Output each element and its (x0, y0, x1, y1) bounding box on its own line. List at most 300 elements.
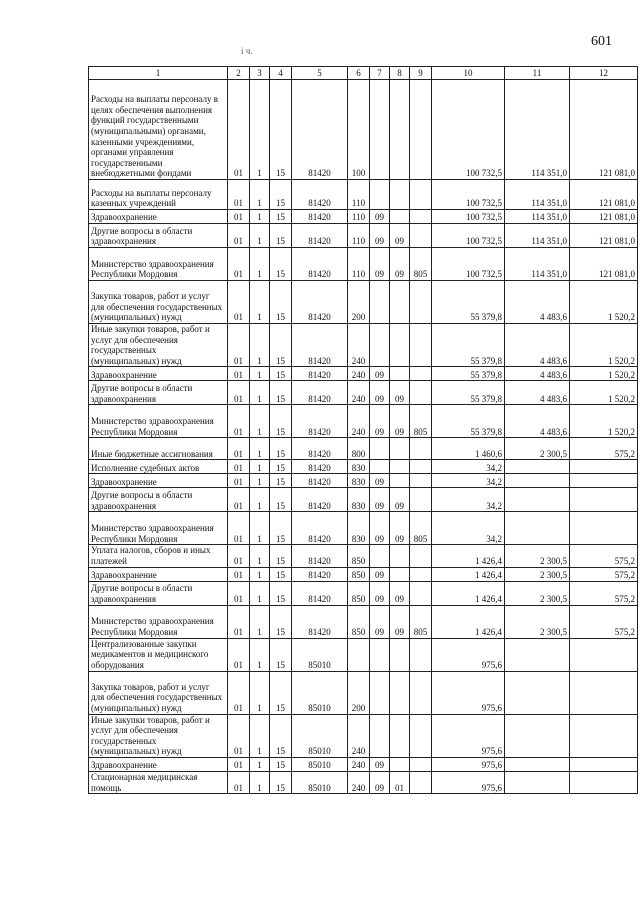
row-value-cell: 01 (228, 581, 250, 605)
row-value-cell: 01 (228, 224, 250, 248)
header-cell: 7 (370, 67, 390, 80)
header-cell: 1 (89, 67, 228, 80)
row-value-cell (370, 638, 390, 671)
row-value-cell: 09 (370, 474, 390, 488)
row-value-cell (570, 714, 638, 757)
row-value-cell: 1 (250, 405, 270, 438)
row-value-cell: 575,2 (570, 567, 638, 581)
row-value-cell: 4 483,6 (505, 281, 570, 324)
row-value-cell: 114 351,0 (505, 224, 570, 248)
row-value-cell: 34,2 (432, 512, 505, 545)
row-value-cell (570, 671, 638, 714)
row-name-cell: Другие вопросы в области здравоохранения (89, 488, 228, 512)
row-value-cell (410, 488, 432, 512)
row-value-cell: 09 (370, 367, 390, 381)
row-value-cell: 200 (348, 671, 370, 714)
table-row (89, 567, 638, 581)
row-value-cell (410, 671, 432, 714)
row-value-cell: 55 379,8 (432, 281, 505, 324)
page-mark: і ч. (241, 46, 253, 56)
row-value-cell: 1 (250, 324, 270, 367)
row-value-cell: 34,2 (432, 460, 505, 474)
row-value-cell: 2 300,5 (505, 581, 570, 605)
row-name-cell: Министерство здравоохранения Республики Мордовия (89, 605, 228, 638)
row-value-cell: 1 426,4 (432, 605, 505, 638)
row-value-cell: 15 (270, 545, 292, 567)
row-value-cell: 81420 (292, 405, 348, 438)
row-value-cell: 2 300,5 (505, 438, 570, 460)
row-value-cell (370, 671, 390, 714)
row-value-cell (370, 324, 390, 367)
row-value-cell: 85010 (292, 714, 348, 757)
row-value-cell: 81420 (292, 605, 348, 638)
row-value-cell: 100 732,5 (432, 80, 505, 180)
row-value-cell: 1 (250, 671, 270, 714)
row-value-cell: 1 520,2 (570, 324, 638, 367)
row-value-cell: 01 (228, 324, 250, 367)
row-value-cell: 01 (228, 771, 250, 793)
table-row (89, 224, 638, 248)
row-value-cell: 85010 (292, 771, 348, 793)
table-row (89, 671, 638, 714)
row-value-cell: 34,2 (432, 474, 505, 488)
row-value-cell: 81420 (292, 488, 348, 512)
row-value-cell: 1 520,2 (570, 405, 638, 438)
row-value-cell: 15 (270, 367, 292, 381)
table-row (89, 324, 638, 367)
row-value-cell (505, 638, 570, 671)
row-value-cell: 850 (348, 581, 370, 605)
table-row (89, 381, 638, 405)
row-value-cell: 55 379,8 (432, 324, 505, 367)
row-value-cell: 81420 (292, 581, 348, 605)
table-row (89, 638, 638, 671)
row-name-cell: Иные бюджетные ассигнования (89, 438, 228, 460)
row-value-cell: 81420 (292, 248, 348, 281)
row-value-cell (410, 324, 432, 367)
row-name-cell: Министерство здравоохранения Республики Мордовия (89, 405, 228, 438)
row-value-cell: 4 483,6 (505, 405, 570, 438)
row-value-cell: 1 (250, 367, 270, 381)
table-row (89, 180, 638, 210)
row-value-cell: 1 (250, 581, 270, 605)
row-name-cell: Уплата налогов, сборов и иных платежей (89, 545, 228, 567)
row-value-cell: 01 (228, 80, 250, 180)
row-value-cell: 805 (410, 605, 432, 638)
row-value-cell: 121 081,0 (570, 248, 638, 281)
budget-table (88, 66, 638, 794)
row-value-cell: 114 351,0 (505, 80, 570, 180)
table-row (89, 281, 638, 324)
row-value-cell: 1 426,4 (432, 567, 505, 581)
row-value-cell (390, 567, 410, 581)
row-value-cell: 81420 (292, 80, 348, 180)
row-value-cell: 975,6 (432, 638, 505, 671)
row-value-cell: 100 732,5 (432, 224, 505, 248)
row-value-cell: 81420 (292, 438, 348, 460)
row-value-cell: 15 (270, 224, 292, 248)
row-value-cell (390, 757, 410, 771)
row-value-cell (410, 638, 432, 671)
row-value-cell: 15 (270, 771, 292, 793)
row-value-cell: 81420 (292, 180, 348, 210)
row-value-cell: 55 379,8 (432, 367, 505, 381)
row-value-cell: 2 300,5 (505, 567, 570, 581)
row-value-cell: 81420 (292, 545, 348, 567)
table-row (89, 581, 638, 605)
row-value-cell: 01 (228, 714, 250, 757)
row-value-cell: 01 (228, 405, 250, 438)
table-row (89, 488, 638, 512)
row-value-cell (410, 714, 432, 757)
row-value-cell: 09 (370, 581, 390, 605)
row-value-cell (410, 460, 432, 474)
row-value-cell: 15 (270, 605, 292, 638)
row-value-cell: 850 (348, 605, 370, 638)
row-value-cell: 240 (348, 324, 370, 367)
row-value-cell: 15 (270, 405, 292, 438)
table-row (89, 605, 638, 638)
row-value-cell (570, 460, 638, 474)
row-value-cell: 1 (250, 210, 270, 224)
row-value-cell (390, 281, 410, 324)
row-value-cell: 575,2 (570, 438, 638, 460)
row-value-cell (410, 438, 432, 460)
row-value-cell: 15 (270, 248, 292, 281)
row-value-cell (410, 381, 432, 405)
table-row (89, 438, 638, 460)
row-value-cell: 81420 (292, 324, 348, 367)
row-value-cell: 15 (270, 180, 292, 210)
row-name-cell: Другие вопросы в области здравоохранения (89, 224, 228, 248)
row-value-cell (505, 488, 570, 512)
row-value-cell (505, 714, 570, 757)
row-value-cell: 01 (228, 210, 250, 224)
header-cell: 5 (292, 67, 348, 80)
table-body (89, 80, 638, 794)
row-value-cell: 100 732,5 (432, 180, 505, 210)
header-cell: 11 (505, 67, 570, 80)
row-value-cell: 121 081,0 (570, 80, 638, 180)
row-value-cell (390, 80, 410, 180)
row-value-cell (370, 460, 390, 474)
row-value-cell: 15 (270, 512, 292, 545)
row-value-cell (505, 460, 570, 474)
row-value-cell: 240 (348, 367, 370, 381)
row-value-cell (505, 512, 570, 545)
row-value-cell: 1 (250, 771, 270, 793)
table-row (89, 714, 638, 757)
row-value-cell: 240 (348, 771, 370, 793)
row-name-cell: Здравоохранение (89, 757, 228, 771)
row-value-cell: 01 (228, 512, 250, 545)
row-value-cell (570, 474, 638, 488)
header-cell: 10 (432, 67, 505, 80)
header-cell: 8 (390, 67, 410, 80)
row-value-cell (570, 512, 638, 545)
row-name-cell: Министерство здравоохранения Республики Мордовия (89, 248, 228, 281)
row-name-cell: Закупка товаров, работ и услуг для обеспечения государственных (муниципальных) нужд (89, 671, 228, 714)
row-value-cell (570, 771, 638, 793)
row-value-cell: 1 520,2 (570, 367, 638, 381)
row-value-cell: 1 (250, 474, 270, 488)
row-value-cell: 1 520,2 (570, 281, 638, 324)
row-value-cell: 1 (250, 248, 270, 281)
row-value-cell: 34,2 (432, 488, 505, 512)
row-value-cell: 121 081,0 (570, 224, 638, 248)
row-value-cell (410, 757, 432, 771)
header-cell: 12 (570, 67, 638, 80)
row-value-cell (390, 460, 410, 474)
row-value-cell: 575,2 (570, 605, 638, 638)
row-value-cell: 1 (250, 460, 270, 474)
row-value-cell: 1 (250, 757, 270, 771)
row-value-cell: 09 (370, 567, 390, 581)
row-value-cell (410, 567, 432, 581)
row-value-cell: 09 (370, 210, 390, 224)
row-value-cell: 09 (390, 581, 410, 605)
header-cell: 2 (228, 67, 250, 80)
row-value-cell (390, 545, 410, 567)
row-value-cell: 830 (348, 474, 370, 488)
row-value-cell (390, 180, 410, 210)
row-value-cell: 1 (250, 605, 270, 638)
row-value-cell: 15 (270, 638, 292, 671)
row-value-cell (410, 771, 432, 793)
row-name-cell: Здравоохранение (89, 210, 228, 224)
row-value-cell (370, 281, 390, 324)
row-value-cell: 01 (228, 180, 250, 210)
page-number: 601 (591, 34, 612, 49)
row-value-cell (505, 671, 570, 714)
row-value-cell (410, 80, 432, 180)
row-value-cell: 55 379,8 (432, 405, 505, 438)
row-value-cell: 121 081,0 (570, 180, 638, 210)
header-cell: 4 (270, 67, 292, 80)
row-value-cell: 110 (348, 180, 370, 210)
row-value-cell (410, 210, 432, 224)
row-value-cell (410, 224, 432, 248)
row-value-cell: 15 (270, 671, 292, 714)
row-value-cell: 15 (270, 474, 292, 488)
row-value-cell: 1 520,2 (570, 381, 638, 405)
row-value-cell: 1 (250, 488, 270, 512)
row-value-cell: 805 (410, 248, 432, 281)
row-value-cell (390, 438, 410, 460)
row-value-cell: 100 732,5 (432, 248, 505, 281)
row-value-cell: 01 (390, 771, 410, 793)
row-value-cell (370, 714, 390, 757)
row-value-cell (390, 714, 410, 757)
row-value-cell (410, 474, 432, 488)
table-row (89, 367, 638, 381)
row-value-cell: 09 (390, 381, 410, 405)
row-value-cell: 1 (250, 567, 270, 581)
row-value-cell: 15 (270, 210, 292, 224)
row-value-cell: 15 (270, 581, 292, 605)
row-value-cell: 01 (228, 474, 250, 488)
row-value-cell: 15 (270, 714, 292, 757)
row-value-cell: 4 483,6 (505, 381, 570, 405)
row-value-cell (390, 367, 410, 381)
row-name-cell: Централизованные закупки медикаментов и медицинского оборудования (89, 638, 228, 671)
header-cell: 6 (348, 67, 370, 80)
row-value-cell: 81420 (292, 224, 348, 248)
row-value-cell (370, 80, 390, 180)
row-value-cell: 1 (250, 512, 270, 545)
row-name-cell: Стационарная медицинская помощь (89, 771, 228, 793)
row-value-cell (410, 545, 432, 567)
row-value-cell: 81420 (292, 281, 348, 324)
row-value-cell: 805 (410, 512, 432, 545)
row-value-cell: 1 460,6 (432, 438, 505, 460)
row-value-cell (410, 281, 432, 324)
row-value-cell: 81420 (292, 474, 348, 488)
row-name-cell: Здравоохранение (89, 567, 228, 581)
row-value-cell: 09 (370, 405, 390, 438)
row-value-cell: 100 732,5 (432, 210, 505, 224)
row-value-cell: 114 351,0 (505, 210, 570, 224)
row-value-cell: 1 (250, 180, 270, 210)
row-value-cell: 09 (370, 757, 390, 771)
row-value-cell: 830 (348, 488, 370, 512)
row-value-cell: 975,6 (432, 771, 505, 793)
table-row (89, 210, 638, 224)
row-value-cell (505, 474, 570, 488)
row-value-cell: 830 (348, 460, 370, 474)
row-value-cell: 01 (228, 567, 250, 581)
row-value-cell: 85010 (292, 757, 348, 771)
row-value-cell: 2 300,5 (505, 545, 570, 567)
row-value-cell: 575,2 (570, 545, 638, 567)
row-value-cell: 1 (250, 438, 270, 460)
row-value-cell: 15 (270, 460, 292, 474)
row-value-cell (410, 367, 432, 381)
row-value-cell: 4 483,6 (505, 367, 570, 381)
table-row (89, 80, 638, 180)
row-value-cell: 100 (348, 80, 370, 180)
row-value-cell: 15 (270, 281, 292, 324)
row-value-cell: 09 (390, 488, 410, 512)
row-value-cell: 81420 (292, 460, 348, 474)
row-value-cell: 850 (348, 545, 370, 567)
row-value-cell: 800 (348, 438, 370, 460)
row-value-cell: 15 (270, 567, 292, 581)
row-name-cell: Расходы на выплаты персоналу в целях обеспечения выполнения функций государственными (муниципальными) органами, казенными учреждениями, органами управления государственными внебюджетными фондами (89, 80, 228, 180)
row-value-cell: 09 (370, 224, 390, 248)
row-value-cell: 110 (348, 248, 370, 281)
row-value-cell: 114 351,0 (505, 248, 570, 281)
row-value-cell: 110 (348, 224, 370, 248)
row-value-cell (570, 488, 638, 512)
row-value-cell: 1 (250, 381, 270, 405)
row-value-cell: 1 426,4 (432, 581, 505, 605)
row-value-cell: 240 (348, 405, 370, 438)
row-value-cell: 09 (370, 488, 390, 512)
row-value-cell: 114 351,0 (505, 180, 570, 210)
table-row (89, 248, 638, 281)
row-value-cell: 240 (348, 714, 370, 757)
row-value-cell: 01 (228, 671, 250, 714)
row-value-cell: 2 300,5 (505, 605, 570, 638)
row-value-cell (570, 638, 638, 671)
row-value-cell: 110 (348, 210, 370, 224)
row-value-cell: 1 (250, 714, 270, 757)
row-value-cell: 01 (228, 367, 250, 381)
table-header-row (89, 67, 638, 80)
row-value-cell (348, 638, 370, 671)
row-value-cell: 09 (390, 405, 410, 438)
row-name-cell: Другие вопросы в области здравоохранения (89, 581, 228, 605)
row-value-cell: 15 (270, 757, 292, 771)
row-name-cell: Иные закупки товаров, работ и услуг для обеспечения государственных (муниципальных) нужд (89, 714, 228, 757)
row-value-cell: 85010 (292, 638, 348, 671)
row-value-cell: 575,2 (570, 581, 638, 605)
row-value-cell (505, 757, 570, 771)
row-value-cell: 09 (370, 771, 390, 793)
row-value-cell (370, 438, 390, 460)
row-value-cell: 200 (348, 281, 370, 324)
table-row (89, 512, 638, 545)
row-name-cell: Иные закупки товаров, работ и услуг для обеспечения государственных (муниципальных) нужд (89, 324, 228, 367)
row-value-cell (390, 474, 410, 488)
row-value-cell (570, 757, 638, 771)
row-value-cell (390, 210, 410, 224)
row-value-cell (370, 545, 390, 567)
row-value-cell: 01 (228, 638, 250, 671)
row-name-cell: Закупка товаров, работ и услуг для обеспечения государственных (муниципальных) нужд (89, 281, 228, 324)
row-value-cell: 01 (228, 460, 250, 474)
row-value-cell: 975,6 (432, 671, 505, 714)
table-row (89, 757, 638, 771)
row-value-cell: 01 (228, 381, 250, 405)
row-value-cell: 09 (390, 224, 410, 248)
row-value-cell: 15 (270, 324, 292, 367)
row-name-cell: Расходы на выплаты персоналу казенных учреждений (89, 180, 228, 210)
row-value-cell: 1 (250, 80, 270, 180)
row-value-cell: 1 (250, 224, 270, 248)
row-name-cell: Здравоохранение (89, 474, 228, 488)
row-name-cell: Здравоохранение (89, 367, 228, 381)
row-value-cell: 09 (390, 248, 410, 281)
row-value-cell: 81420 (292, 512, 348, 545)
row-value-cell: 85010 (292, 671, 348, 714)
header-cell: 9 (410, 67, 432, 80)
table-row (89, 474, 638, 488)
table-row (89, 545, 638, 567)
row-value-cell: 81420 (292, 381, 348, 405)
row-value-cell: 01 (228, 281, 250, 324)
row-name-cell: Исполнение судебных актов (89, 460, 228, 474)
row-value-cell: 1 426,4 (432, 545, 505, 567)
row-value-cell: 15 (270, 381, 292, 405)
row-value-cell: 01 (228, 488, 250, 512)
row-value-cell: 15 (270, 80, 292, 180)
row-value-cell: 240 (348, 757, 370, 771)
row-value-cell (410, 180, 432, 210)
row-value-cell: 850 (348, 567, 370, 581)
row-value-cell: 09 (390, 512, 410, 545)
row-value-cell: 4 483,6 (505, 324, 570, 367)
row-value-cell: 09 (370, 605, 390, 638)
row-value-cell: 15 (270, 488, 292, 512)
row-value-cell: 01 (228, 248, 250, 281)
row-value-cell: 01 (228, 438, 250, 460)
row-value-cell: 1 (250, 638, 270, 671)
row-value-cell: 01 (228, 757, 250, 771)
header-cell: 3 (250, 67, 270, 80)
row-value-cell: 01 (228, 605, 250, 638)
